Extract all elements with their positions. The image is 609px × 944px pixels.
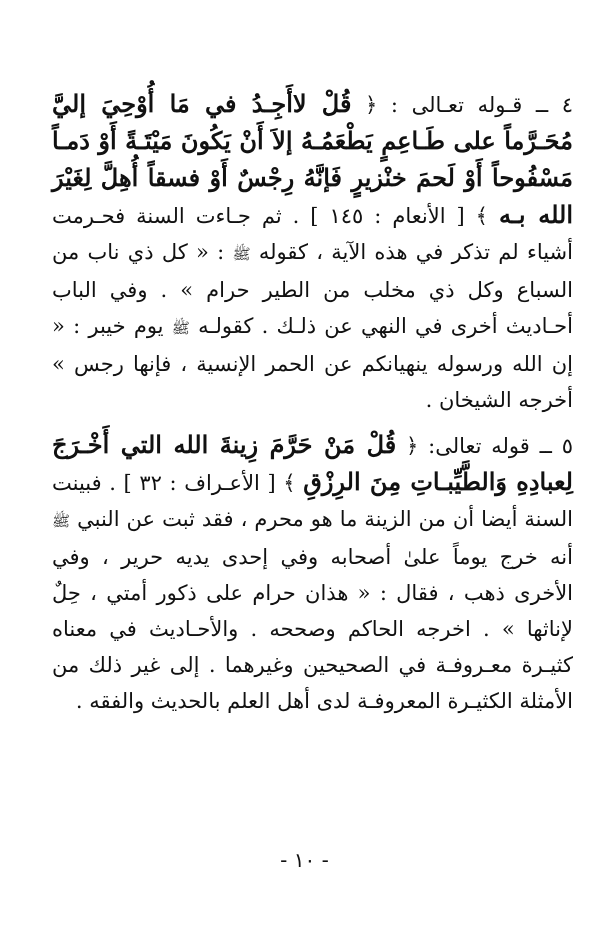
paragraph-4-intro: ٤ ــ قـوله تعـالى : ﴿: [351, 93, 573, 117]
pbuh-symbol: ﷺ: [52, 512, 71, 530]
quran-verse-anam: قُلْ لاأَجِـدُ في مَا أُوْحِيَ إليَّ مُحَـرَّماً على طَـاعِمٍ يَطْعَمُـهُ إلاَ أَنْ يَكُونَ مَيْتَـةً أَوْ دَمـاً مَسْفُوحاً أَوْ لَحمَ خنْزيرٍ فَإنَّهُ رِجْسٌ أَوْ فسقاً أُهِلَّ لِغَيْرَ الله بـه: [52, 89, 573, 229]
pbuh-symbol: ﷺ: [171, 319, 190, 337]
paragraph-4: [52, 86, 573, 418]
paragraph-5-after-verse: ﴾ [ الأعـراف : ٣٢ ] . فبينت السنة أيضا أن من الزينة ما هو محرم ، فقد ثبت عن النبي: [52, 471, 573, 531]
paragraph-5: [52, 427, 573, 719]
paragraph-4-hadith: : « كل ذي ناب من السباع وكل ذي مخلب من الطير حرام » . وفي الباب أحـاديث أخرى في النهي عن ذلـك . كقولـه: [52, 240, 573, 338]
pbuh-symbol: ﷺ: [232, 245, 251, 263]
paragraph-5-intro: ٥ ــ قوله تعالى: ﴿: [396, 434, 573, 458]
paragraph-4-after-verse: ﴾ [ الأنعام : ١٤٥ ] . ثم جـاءت السنة فحـرمت أشياء لم تذكر في هذه الآية ، كقوله: [52, 204, 573, 264]
page-number: - ١٠ -: [280, 848, 329, 872]
paragraph-4-ending: يوم خيبر : « إن الله ورسوله ينهيانكم عن الحمر الإنسية ، فإنها رجس » أخرجه الشيخان .: [52, 314, 573, 412]
quran-verse-araf: قُلْ مَنْ حَرَّمَ زِينةَ الله التي أَخْـرَجَ لِعبادِهِ وَالطَّيِّبـاتِ مِنَ الرِزْقِ: [52, 430, 573, 496]
paragraph-5-hadith: أنه خرج يوماً علىٰ أصحابه وفي إحدى يديه حرير ، وفي الأخرى ذهب ، فقال : « هذان حرام على ذكور أمتي ، حِلٌ لإناثها » . اخرجه الحاكم وصححه . والأحـاديث في معناه كثيـرة معـروفـة في الصحيحين وغيرهما . إلى غير ذلك من الأمثلة الكثيـرة المعروفـة لدى أهل العلم بالحديث والفقه .: [52, 545, 573, 713]
